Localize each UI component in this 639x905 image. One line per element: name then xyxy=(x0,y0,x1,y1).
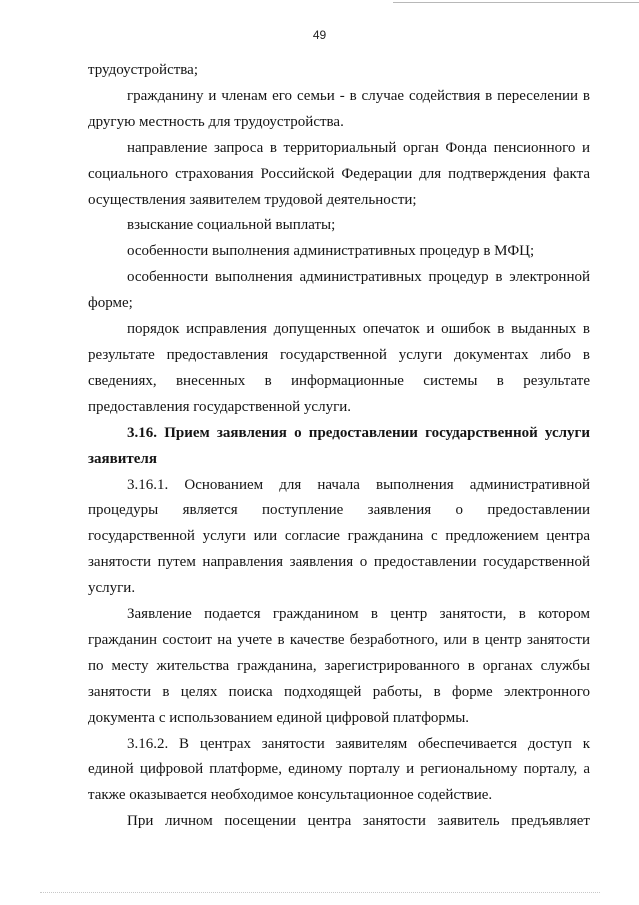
scan-artifact-line xyxy=(40,892,600,893)
paragraph-personal-visit: При личном посещении центра занятости заявитель предъявляет xyxy=(127,813,590,830)
top-border-line xyxy=(393,2,639,3)
list-item-social-payment-recovery: взыскание социальной выплаты; xyxy=(127,217,336,234)
list-item-mfc-procedures: особенности выполнения административных процедур в МФЦ; xyxy=(127,243,535,260)
clause-3-16-2: 3.16.2. В центрах занятости заявителям обеспечивается доступ к единой цифровой платформе, единому порталу и региональному порталу, а также оказывается необходимое консультационное содействие. xyxy=(88,735,590,804)
clause-3-16-1: 3.16.1. Основанием для начала выполнения административной процедуры является поступление заявления о предоставлении государственной услуги или согласие гражданина с предложением центра занятости путем направления заявления о предоставлении государственной услуги. xyxy=(88,476,590,597)
page-number: 49 xyxy=(312,28,327,42)
list-item-relocation: гражданину и членам его семьи - в случае содействия в переселении в другую местность для трудоустройства. xyxy=(88,87,590,130)
section-heading-3-16: 3.16. Прием заявления о предоставлении государственной услуги заявителя xyxy=(88,424,590,467)
document-body xyxy=(88,58,590,835)
list-item-pension-fund-request: направление запроса в территориальный орган Фонда пенсионного и социального страхования Российской Федерации для подтверждения факта осуществления заявителем трудовой деятельности; xyxy=(88,139,590,208)
list-item-error-correction: порядок исправления допущенных опечаток и ошибок в выданных в результате предоставления государственной услуги документах либо в сведениях, внесенных в информационные системы в результате предоставления государственной услуги. xyxy=(88,321,590,415)
list-item-electronic-procedures: особенности выполнения административных процедур в электронной форме; xyxy=(88,269,590,312)
paragraph-application-submission: Заявление подается гражданином в центр занятости, в котором гражданин состоит на учете в качестве безработного, или в центр занятости по месту жительства гражданина, зарегистрированного в органах службы занятости в целях поиска подходящей работы, в форме электронного документа с использованием единой цифровой платформы. xyxy=(88,606,590,726)
paragraph-continuation: трудоустройства; xyxy=(88,62,199,78)
